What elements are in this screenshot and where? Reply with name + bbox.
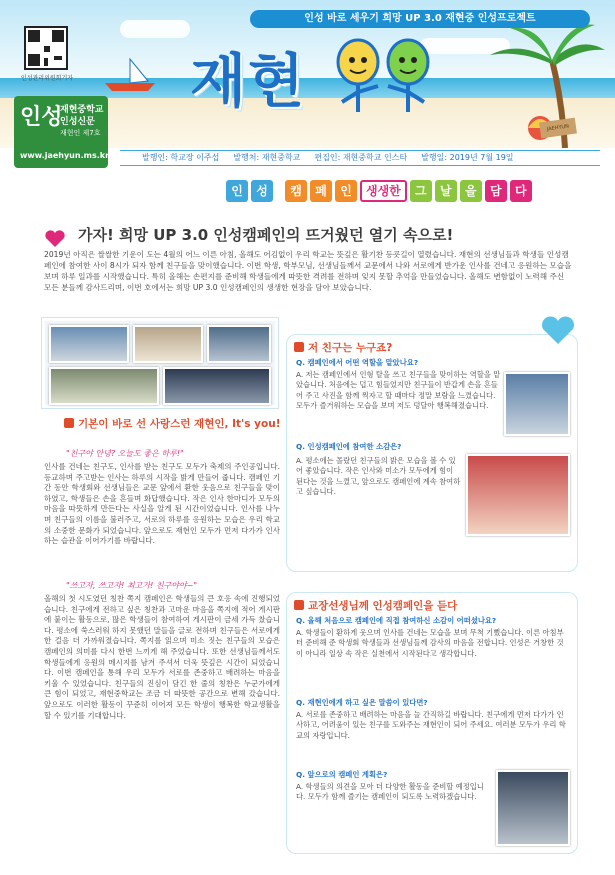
campaign-highlight: 생생한 <box>360 180 407 202</box>
quote: "쓰고자, 쓰고자! 최고가! 친구야야~" <box>66 581 198 590</box>
box1-a1: A. 저는 캠페인에서 인형 탈을 쓰고 친구들을 맞이하는 역할을 맡았습니다. 처음에는 덥고 힘들었지만 친구들이 반갑게 손을 흔들어 주고 사진을 함께 찍자고 할 때마다 정말 보람을 느꼈습니다. 모두가 즐거워하는 모습을 보며 저도 덩달아 행복해졌습니다. <box>296 370 501 410</box>
mascot-icon <box>328 32 438 122</box>
paragraph: 올해의 첫 시도였던 칭찬 쪽지 캠페인은 학생들의 큰 호응 속에 진행되었습니다. 친구에게 전하고 싶은 칭찬과 고마운 마음을 쪽지에 적어 게시판에 붙이는 활동으로, 많은 학생들이 참여하여 게시판이 금세 가득 찼습니다. 평소에 쑥스러워 하지 못했던 말들을 글로 전하며 친구들은 서로에게 한 걸음 더 가까워졌습니다. 쪽지를 읽으며 미소 짓는 친구들의 모습은 캠페인의 의미를 다시 한번 느끼게 해 주었습니다. 또한 선생님들께서도 학생들에게 응원의 메시지를 남겨 주셔서 더욱 뜻깊은 시간이 되었습니다. 이번 캠페인을 통해 우리 모두가 서로를 존중하고 배려하는 마음을 키울 수 있었습니다. 친구들의 진심이 담긴 한 줄의 칭찬은 누군가에게 큰 힘이 되었고, 재현중학교는 조금 더 따뜻한 공간으로 변해 갔습니다. 앞으로도 이러한 활동이 꾸준히 이어져 모든 학생이 행복한 학교생활을 할 수 있기를 기대합니다. <box>44 594 280 720</box>
campaign-char: 성 <box>251 180 273 202</box>
boat-icon <box>100 55 160 95</box>
principal-photo <box>496 770 570 846</box>
paper-name: 인성신문 <box>60 117 95 127</box>
box1-title: 저 친구는 누구죠? <box>294 340 392 355</box>
publish-date: 발행일: 2019년 7월 19일 <box>421 153 514 162</box>
school-logo <box>14 96 108 168</box>
school-url[interactable]: www.jaehyun.ms.kr <box>20 151 110 160</box>
beach-sign: JAEHYUN <box>539 118 577 139</box>
campaign-char: 페 <box>310 180 332 202</box>
box2-title: 교장선생님께 인성캠페인을 듣다 <box>294 598 457 613</box>
box2-a1: A. 학생들이 환하게 웃으며 인사를 건네는 모습을 보며 무척 기뻤습니다. 이른 아침부터 준비해 준 학생회 학생들과 선생님들께 감사의 마음을 전합니다. 인성은 거창한 것이 아니라 일상 속 작은 실천에서 시작된다고 생각합니다. <box>296 628 564 658</box>
campaign-char: 인 <box>335 180 357 202</box>
newspaper-title: 재현 <box>190 47 307 115</box>
campaign-char: 다 <box>510 180 532 202</box>
campaign-char: 을 <box>460 180 482 202</box>
section-icon <box>294 600 304 610</box>
campaign-char: 인 <box>226 180 248 202</box>
box2-q2: Q. 재현인에게 하고 싶은 말씀이 있다면? <box>296 698 428 707</box>
box1-q1: Q. 캠페인에서 어떤 역할을 맡았나요? <box>296 358 419 367</box>
campaign-char: 날 <box>435 180 457 202</box>
box2-a2: A. 서로를 존중하고 배려하는 마음을 늘 간직하길 바랍니다. 친구에게 먼저 다가가 인사하고, 어려움이 있는 친구를 도와주는 재현인이 되어 주세요. 여러분 모두가 우리 학교의 자랑입니다. <box>296 710 566 740</box>
section-icon <box>294 342 304 352</box>
qr-code[interactable] <box>24 26 68 70</box>
campaign-photo <box>49 367 159 405</box>
heart-icon <box>44 230 66 248</box>
box1-a2: A. 평소에는 몰랐던 친구들의 밝은 모습을 볼 수 있어 좋았습니다. 작은 인사와 미소가 모두에게 힘이 된다는 것을 느꼈고, 앞으로도 캠페인에 계속 참여하고 싶습니다. <box>296 456 461 496</box>
campaign-photo <box>207 325 271 363</box>
photo-collage <box>42 318 278 408</box>
main-headline: 가자! 희망 UP 3.0 인성캠페인의 뜨거웠던 열기 속으로! <box>78 226 454 244</box>
paragraph: 인사를 건네는 친구도, 인사를 받는 친구도 모두가 축제의 주인공입니다. 등교하며 주고받는 인사는 하루의 시작을 밝게 만들어 줍니다. 캠페인 기간 동안 학생회와 선생님들은 교문 앞에서 환한 웃음으로 친구들을 맞이하였고, 학생들은 손을 흔들며 화답했습니다. 작은 인사 한마디가 모두의 마음을 따뜻하게 만든다는 사실을 알게 된 시간이었습니다. 인사를 나누며 친구들의 이름을 불러주고, 서로의 하루를 응원하는 모습은 우리 학교의 소중한 문화가 되었습니다. 앞으로도 재현인 모두가 먼저 다가가 인사하는 습관을 이어가기를 바랍니다. <box>44 462 280 546</box>
box2-a3: A. 학생들의 의견을 모아 더 다양한 활동을 준비할 예정입니다. 모두가 함께 즐기는 캠페인이 되도록 노력하겠습니다. <box>296 782 484 802</box>
intro-paragraph: 2019년 아직은 쌀쌀한 기운이 도는 4월의 어느 이른 아침, 올해도 어김없이 우리 학교는 뜻깊은 활기찬 등굣길이 열렸습니다. 재현의 선생님들과 학생들 인성캠페인에 참여한 사이 8시가 되자 함께 친구들을 맞이했습니다. 이번 학생, 학부모님, 선생님들께서 교문에서 나와 서로에게 반가운 인사를 건네고 응원하는 모습을 보며 하루 일과를 시작했습니다. 특히 올해는 손편지를 준비해 학생들에게 따뜻한 격려를 전하며 잊지 못할 추억을 만들었습니다. 올해도 변함없이 노력해 주신 모든 분들께 감사드리며, 이번 호에서는 희망 UP 3.0 인성캠페인의 생생한 현장을 담아 보았습니다. <box>44 250 572 292</box>
campaign-photo <box>133 325 203 363</box>
editor: 편집인: 재현중학교 인스타 <box>314 153 408 162</box>
box2-q1: Q. 올해 처음으로 캠페인에 직접 참여하신 소감이 어떠셨나요? <box>296 616 497 625</box>
qr-caption: 인성관리위원회기자 <box>20 75 74 82</box>
campaign-char: 담 <box>485 180 507 202</box>
quote: "친구야 안녕? 오늘도 좋은 하루!" <box>66 449 184 458</box>
interview-photo <box>504 372 570 436</box>
logo-mark: 인성 <box>20 105 63 130</box>
heart-icon <box>540 316 576 346</box>
issue-number: 재현인 제7호 <box>60 129 101 137</box>
campaign-banner <box>226 180 532 202</box>
top-banner: 인성 바로 세우기 희망 UP 3.0 재현중 인성프로젝트 <box>250 10 590 28</box>
publication-info <box>120 150 600 166</box>
campaign-char: 캠 <box>285 180 307 202</box>
section-title-left: 기본이 바로 선 사랑스런 재현인, It's you! <box>64 416 281 431</box>
publisher: 발행인: 학교장 이주섭 <box>142 153 220 162</box>
campaign-photo <box>163 367 271 405</box>
campaign-char: 그 <box>410 180 432 202</box>
cloud <box>120 20 190 38</box>
campaign-photo <box>49 325 129 363</box>
school-name: 재현중학교 <box>60 105 104 115</box>
mascot-photo <box>466 454 570 536</box>
box1-q2: Q. 인성캠페인에 참여한 소감은? <box>296 442 402 451</box>
publisher-org: 발행처: 재현중학교 <box>233 153 301 162</box>
section-icon <box>64 418 74 428</box>
box2-q3: Q. 앞으로의 캠페인 계획은? <box>296 770 388 779</box>
